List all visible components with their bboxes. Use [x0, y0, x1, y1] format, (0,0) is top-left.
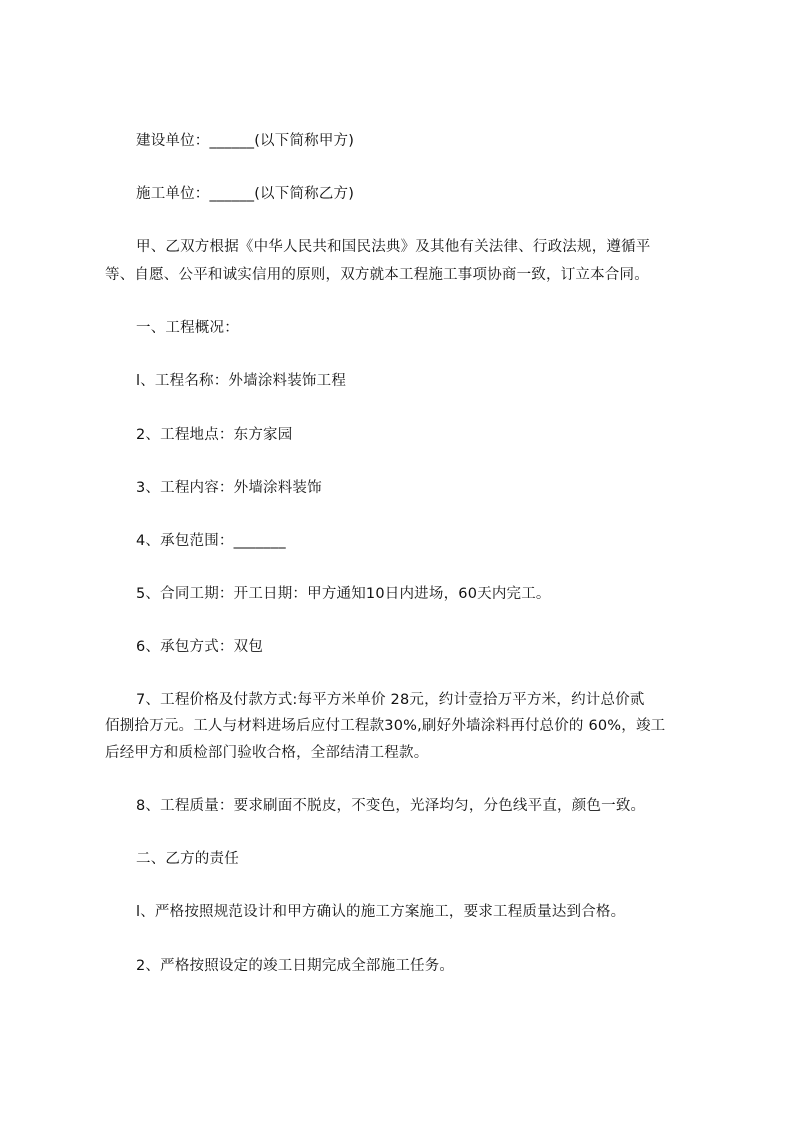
duty-item-2: 2、严格按照设定的竣工日期完成全部施工任务。 [136, 958, 455, 974]
party-a-line: 建设单位：______(以下简称甲方) [136, 133, 355, 149]
item-project-location: 2、工程地点：东方家园 [136, 427, 293, 443]
section-1-heading: 一、工程概况： [136, 320, 239, 336]
item-quality: 8、工程质量：要求刷面不脱皮，不变色，光泽均匀，分色线平直，颜色一致。 [136, 798, 646, 814]
preamble-line-2: 等、自愿、公平和诚实信用的原则，双方就本工程施工事项协商一致，订立本合同。 [105, 267, 649, 283]
item-price-line-1: 7、工程价格及付款方式:每平方米单价 28元，约计壹拾万平方米，约计总价贰 [136, 692, 645, 708]
item-project-content: 3、工程内容：外墙涂料装饰 [136, 480, 322, 496]
item-contract-period: 5、合同工期：开工日期：甲方通知10日内进场，60天内完工。 [136, 586, 551, 602]
item-price-line-2: 佰捌拾万元。工人与材料进场后应付工程款30%,刷好外墙涂料再付总价的 60%，竣工 [105, 718, 666, 734]
item-project-name: l、工程名称：外墙涂料装饰工程 [136, 373, 347, 389]
duty-item-1: l、严格按照规范设计和甲方确认的施工方案施工，要求工程质量达到合格。 [136, 904, 626, 920]
item-price-line-3: 后经甲方和质检部门验收合格，全部结清工程款。 [105, 745, 429, 761]
item-contract-scope: 4、承包范围：_______ [136, 533, 286, 549]
preamble-line-1: 甲、乙双方根据《中华人民共和国民法典》及其他有关法律、行政法规，遵循平 [136, 239, 651, 255]
section-2-heading: 二、乙方的责任 [136, 851, 239, 867]
item-contract-method: 6、承包方式：双包 [136, 639, 264, 655]
party-b-line: 施工单位：______(以下简称乙方) [136, 186, 355, 202]
